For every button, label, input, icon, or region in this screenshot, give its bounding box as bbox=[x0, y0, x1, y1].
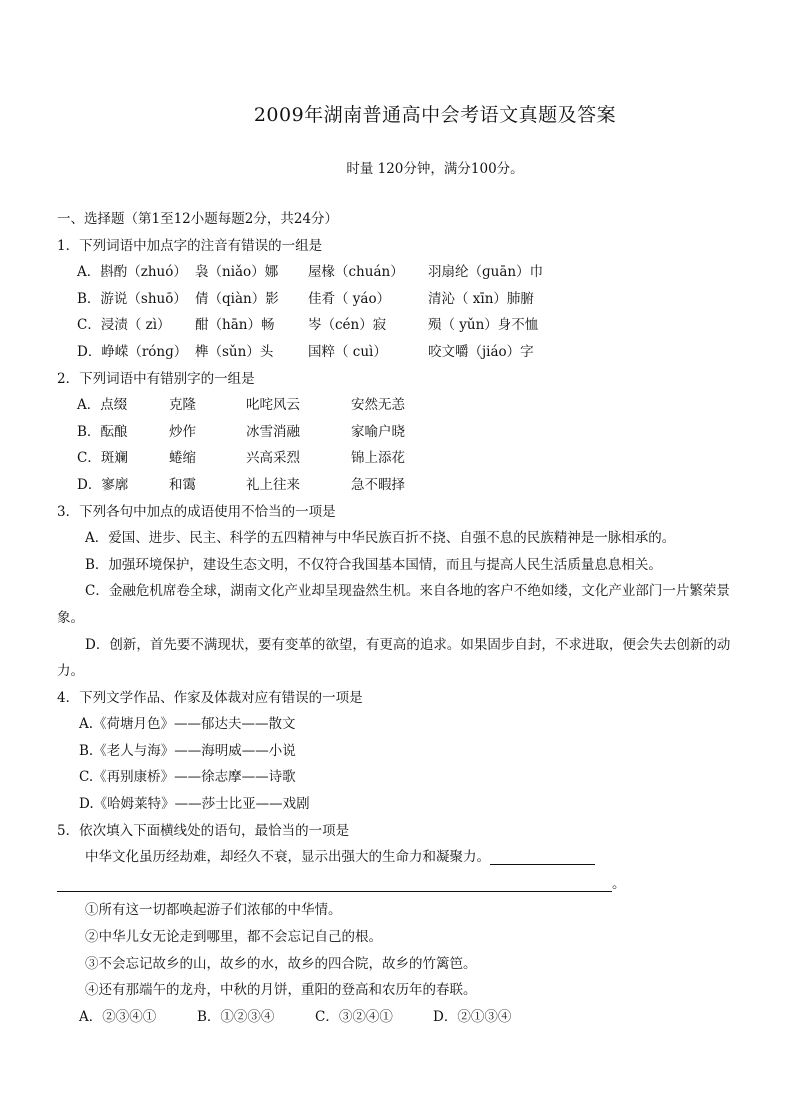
option-cell: 安然无恙 bbox=[351, 397, 405, 414]
option-cell: 炒作 bbox=[169, 423, 196, 440]
question-5-stem: 5．依次填入下面横线处的语句，最恰当的一项是 bbox=[57, 822, 350, 839]
question-2-stem: 2．下列词语中有错别字的一组是 bbox=[57, 370, 255, 387]
option-cell: 榫（sǔn）头 bbox=[195, 343, 274, 360]
question-4-stem: 4．下列文学作品、作家及体裁对应有错误的一项是 bbox=[57, 689, 363, 706]
question-5-item: ③不会忘记故乡的山，故乡的水，故乡的四合院，故乡的竹篱笆。 bbox=[85, 955, 477, 972]
option-cell: 冰雪消融 bbox=[246, 423, 300, 440]
question-4-option: C.《再别康桥》——徐志摩——诗歌 bbox=[79, 769, 296, 786]
option-cell: 叱咤风云 bbox=[246, 397, 300, 414]
option-cell: 佳肴（ yáo） bbox=[308, 290, 391, 307]
question-5-item: ④还有那端午的龙舟，中秋的月饼，重阳的登高和农历年的春联。 bbox=[85, 982, 477, 999]
question-4-option: D.《哈姆莱特》——莎士比亚——戏剧 bbox=[79, 796, 310, 813]
answer-option: A．②③④① bbox=[79, 1008, 157, 1025]
question-1-option-row bbox=[57, 286, 737, 313]
question-3-stem: 3．下列各句中加点的成语使用不恰当的一项是 bbox=[57, 503, 336, 520]
question-5-passage: 中华文化虽历经劫难，却经久不衰，显示出强大的生命力和凝聚力。 bbox=[85, 849, 490, 866]
option-cell: 克隆 bbox=[169, 397, 196, 414]
option-cell: 殒（ yǔn）身不恤 bbox=[428, 317, 539, 334]
question-2-option-row bbox=[57, 392, 737, 419]
option-cell: 倩（qiàn）影 bbox=[195, 290, 279, 307]
question-3-option-c: C．金融危机席卷全球，湖南文化产业却呈现盎然生机。来自各地的客户不绝如缕，文化产业部门一片繁荣景象。 bbox=[57, 583, 730, 626]
option-cell: B．酝酿 bbox=[77, 423, 128, 440]
option-cell: 屋椽（chuán） bbox=[308, 264, 404, 281]
option-cell: C．斑斓 bbox=[77, 450, 128, 467]
option-cell: 兴高采烈 bbox=[246, 450, 300, 467]
option-cell: A．点缀 bbox=[77, 397, 128, 414]
option-cell: B．游说（shuō） bbox=[77, 290, 187, 307]
option-cell: 锦上添花 bbox=[351, 450, 405, 467]
question-4-option: A.《荷塘月色》——郁达夫——散文 bbox=[79, 716, 296, 733]
question-1-stem: 1．下列词语中加点字的注音有错误的一组是 bbox=[57, 237, 323, 254]
question-3-option-a: A．爱国、进步、民主、科学的五四精神与中华民族百折不挠、自强不息的民族精神是一脉相承的。 bbox=[85, 530, 676, 547]
answer-option: C．③②④① bbox=[315, 1008, 393, 1025]
exam-content bbox=[57, 206, 737, 1030]
question-5-answer-row bbox=[57, 1004, 737, 1031]
question-1-option-row bbox=[57, 259, 737, 286]
question-2-option-row bbox=[57, 419, 737, 446]
option-cell: A．斟酌（zhuó） bbox=[77, 264, 187, 281]
fill-blank bbox=[57, 877, 612, 892]
option-cell: 国粹（ cuì） bbox=[308, 343, 387, 360]
question-5-item: ②中华儿女无论走到哪里，都不会忘记自己的根。 bbox=[85, 929, 382, 946]
option-cell: 酣（hān）畅 bbox=[195, 317, 275, 334]
question-5-passage-line bbox=[57, 844, 737, 871]
fill-blank bbox=[490, 850, 595, 865]
question-4-option: B.《老人与海》——海明威——小说 bbox=[79, 742, 296, 759]
question-5-blank-line bbox=[57, 871, 737, 898]
section-heading: 一、选择题（第1至12小题每题2分，共24分） bbox=[57, 211, 339, 227]
page-title: 2009年湖南普通高中会考语文真题及答案 bbox=[253, 104, 617, 126]
option-cell: C．浸渍（ zì） bbox=[77, 317, 171, 334]
option-cell: 蜷缩 bbox=[169, 450, 196, 467]
option-cell: 和霭 bbox=[169, 476, 196, 493]
option-cell: D．寥廓 bbox=[77, 476, 129, 493]
question-5-item: ①所有这一切都唤起游子们浓郁的中华情。 bbox=[85, 902, 342, 919]
answer-option: D．②①③④ bbox=[433, 1008, 512, 1025]
option-cell: 袅（niǎo）娜 bbox=[195, 264, 279, 281]
option-cell: 岑（cén）寂 bbox=[308, 317, 387, 334]
option-cell: 礼上往来 bbox=[246, 476, 300, 493]
answer-option: B．①②③④ bbox=[197, 1008, 275, 1025]
question-1-option-row bbox=[57, 312, 737, 339]
option-cell: 羽扇纶（ɡuān）巾 bbox=[428, 264, 544, 281]
question-3-option-b: B．加强环境保护，建设生态文明，不仅符合我国基本国情，而且与提高人民生活质量息息相关。 bbox=[85, 556, 662, 573]
exam-time-info: 时量 120分钟，满分100分。 bbox=[346, 161, 524, 177]
question-1-option-row bbox=[57, 339, 737, 366]
option-cell: 家喻户晓 bbox=[351, 423, 405, 440]
option-cell: D．峥嵘（rónɡ） bbox=[77, 343, 188, 360]
question-2-option-row bbox=[57, 445, 737, 472]
question-3-option-d: D．创新，首先要不满现状，要有变革的欲望，有更高的追求。如果固步自封，不求进取，便会失去创新的动力。 bbox=[57, 636, 731, 680]
question-2-option-row bbox=[57, 472, 737, 499]
option-cell: 咬文嚼（jiáo）字 bbox=[428, 343, 534, 360]
option-cell: 清沁（ xīn）肺腑 bbox=[428, 290, 534, 307]
option-cell: 急不暇择 bbox=[351, 476, 405, 493]
end-mark: 。 bbox=[612, 875, 626, 892]
